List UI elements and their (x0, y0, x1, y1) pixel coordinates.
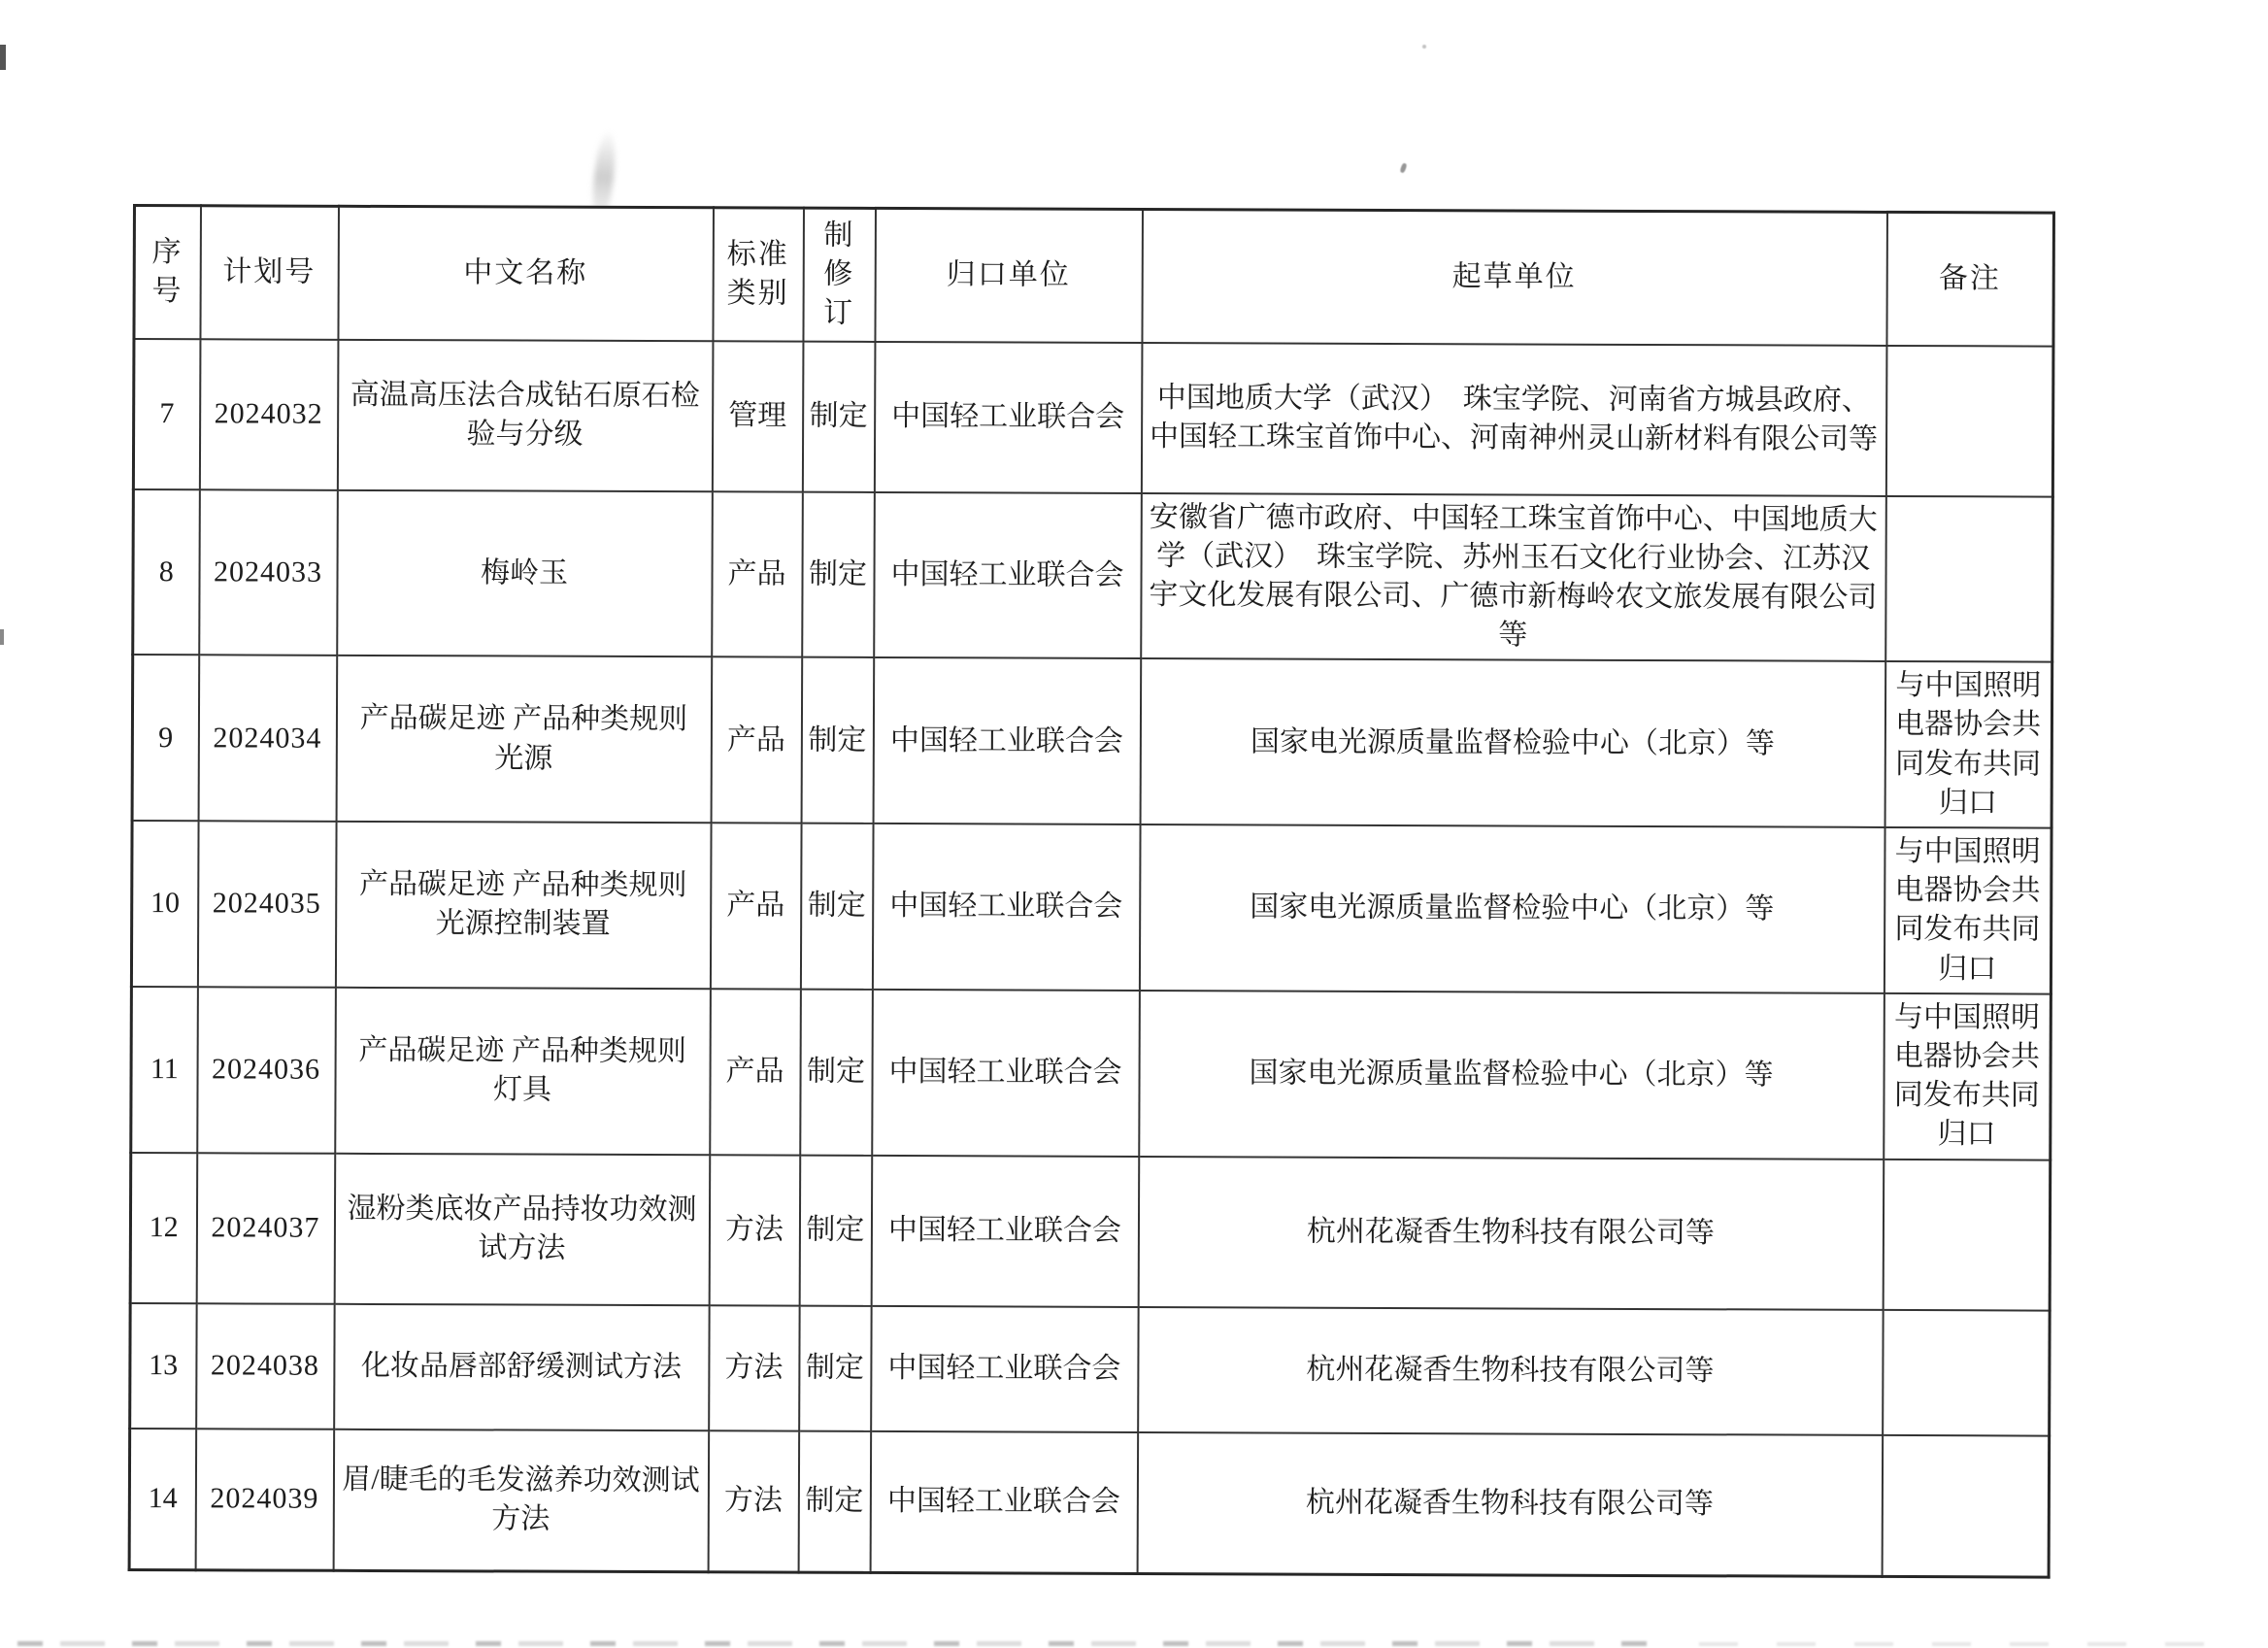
cell-no: 12 (130, 1152, 197, 1302)
header-remarks: 备注 (1886, 212, 2054, 346)
table-row (130, 1302, 2050, 1435)
cell-plan-no: 2024034 (198, 656, 337, 822)
scan-bottom-edge-artifact (17, 1641, 1649, 1646)
cell-remarks (1883, 1159, 2051, 1310)
cell-standard-category: 产品 (710, 823, 801, 989)
cell-centralized-unit: 中国轻工业联合会 (871, 1155, 1139, 1306)
cell-no: 14 (129, 1428, 196, 1569)
header-plan-no: 计划号 (200, 206, 339, 340)
cell-drafting-unit: 杭州花凝香生物科技有限公司等 (1138, 1156, 1884, 1309)
cell-develop-revise: 制定 (801, 657, 874, 824)
cell-develop-revise: 制定 (800, 824, 873, 990)
cell-remarks: 与中国照明电器协会共同发布共同归口 (1884, 993, 2051, 1160)
cell-chinese-name: 梅岭玉 (337, 489, 713, 656)
table-row (132, 655, 2052, 827)
table-row (129, 1428, 2050, 1577)
header-chinese-name: 中文名称 (338, 206, 714, 340)
cell-drafting-unit: 中国地质大学（武汉） 珠宝学院、河南省方城县政府、中国轻工珠宝首饰中心、河南神州灵山新材料有限公司等 (1141, 342, 1886, 495)
table-row (130, 1152, 2051, 1310)
header-no: 序号 (134, 206, 201, 339)
cell-no: 11 (131, 987, 198, 1153)
cell-drafting-unit: 杭州花凝香生物科技有限公司等 (1138, 1306, 1883, 1434)
cell-standard-category: 产品 (710, 989, 801, 1155)
cell-drafting-unit: 国家电光源质量监督检验中心（北京）等 (1139, 824, 1884, 993)
cell-standard-category: 管理 (712, 341, 803, 491)
cell-standard-category: 产品 (712, 491, 803, 657)
cell-chinese-name: 高温高压法合成钻石原石检验与分级 (337, 339, 713, 490)
cell-standard-category: 产品 (711, 657, 802, 824)
cell-drafting-unit: 国家电光源质量监督检验中心（北京）等 (1139, 991, 1884, 1160)
cell-standard-category: 方法 (709, 1305, 799, 1430)
cell-no: 10 (131, 821, 198, 987)
cell-centralized-unit: 中国轻工业联合会 (872, 824, 1140, 991)
cell-centralized-unit: 中国轻工业联合会 (871, 1305, 1138, 1431)
cell-remarks (1885, 495, 2053, 661)
cell-chinese-name: 产品碳足迹 产品种类规则 灯具 (335, 988, 711, 1155)
cell-drafting-unit: 国家电光源质量监督检验中心（北京）等 (1140, 658, 1885, 827)
cell-remarks: 与中国照明电器协会共同发布共同归口 (1884, 827, 2051, 993)
cell-no: 8 (133, 489, 200, 656)
cell-remarks (1885, 345, 2053, 496)
cell-centralized-unit: 中国轻工业联合会 (873, 657, 1141, 824)
cell-plan-no: 2024035 (197, 821, 336, 987)
table-row (131, 821, 2051, 993)
standards-plan-table (128, 204, 2055, 1579)
cell-plan-no: 2024033 (199, 489, 338, 656)
cell-no: 9 (132, 655, 199, 821)
cell-drafting-unit: 安徽省广德市政府、中国轻工珠宝首饰中心、中国地质大学（武汉） 珠宝学院、苏州玉石文化行业协会、江苏汉宇文化发展有限公司、广德市新梅岭农文旅发展有限公司等 (1141, 492, 1886, 661)
cell-chinese-name: 产品碳足迹 产品种类规则 光源控制装置 (335, 822, 711, 989)
header-centralized-unit: 归口单位 (875, 208, 1143, 342)
cell-standard-category: 方法 (708, 1430, 799, 1572)
cell-plan-no: 2024032 (199, 339, 338, 490)
header-develop-revise: 制修订 (803, 208, 876, 341)
scan-edge-artifact (0, 45, 6, 70)
cell-develop-revise: 制定 (799, 1305, 871, 1430)
cell-plan-no: 2024039 (195, 1429, 334, 1571)
cell-chinese-name: 产品碳足迹 产品种类规则 光源 (336, 656, 712, 823)
scan-speck-artifact (1399, 162, 1407, 173)
table-row (131, 987, 2051, 1160)
cell-centralized-unit: 中国轻工业联合会 (874, 491, 1142, 658)
cell-plan-no: 2024038 (196, 1303, 334, 1429)
cell-chinese-name: 化妆品唇部舒缓测试方法 (334, 1303, 709, 1429)
cell-plan-no: 2024036 (197, 987, 336, 1153)
cell-remarks: 与中国照明电器协会共同发布共同归口 (1884, 661, 2052, 827)
cell-remarks (1883, 1309, 2050, 1435)
cell-centralized-unit: 中国轻工业联合会 (874, 341, 1142, 492)
cell-chinese-name: 眉/睫毛的毛发滋养功效测试方法 (333, 1429, 709, 1571)
cell-no: 13 (130, 1302, 196, 1428)
table-header-row (134, 206, 2054, 347)
header-drafting-unit: 起草单位 (1142, 209, 1887, 345)
cell-develop-revise: 制定 (799, 1155, 872, 1305)
cell-plan-no: 2024037 (196, 1153, 335, 1304)
cell-develop-revise: 制定 (800, 989, 873, 1155)
header-standard-category: 标准类别 (713, 208, 804, 341)
cell-no: 7 (133, 339, 200, 489)
cell-develop-revise: 制定 (798, 1430, 871, 1572)
cell-drafting-unit: 杭州花凝香生物科技有限公司等 (1137, 1431, 1883, 1576)
scan-edge-artifact (0, 629, 4, 645)
cell-standard-category: 方法 (709, 1155, 800, 1305)
cell-centralized-unit: 中国轻工业联合会 (870, 1430, 1138, 1573)
cell-develop-revise: 制定 (802, 491, 875, 657)
cell-centralized-unit: 中国轻工业联合会 (872, 990, 1140, 1157)
table-row (133, 489, 2053, 662)
table-row (133, 339, 2053, 497)
cell-chinese-name: 湿粉类底妆产品持妆功效测试方法 (334, 1153, 710, 1304)
cell-remarks (1882, 1434, 2050, 1577)
cell-develop-revise: 制定 (802, 341, 875, 491)
scan-bottom-edge-artifact (1699, 1642, 2243, 1646)
scan-speck-artifact (1422, 45, 1426, 49)
